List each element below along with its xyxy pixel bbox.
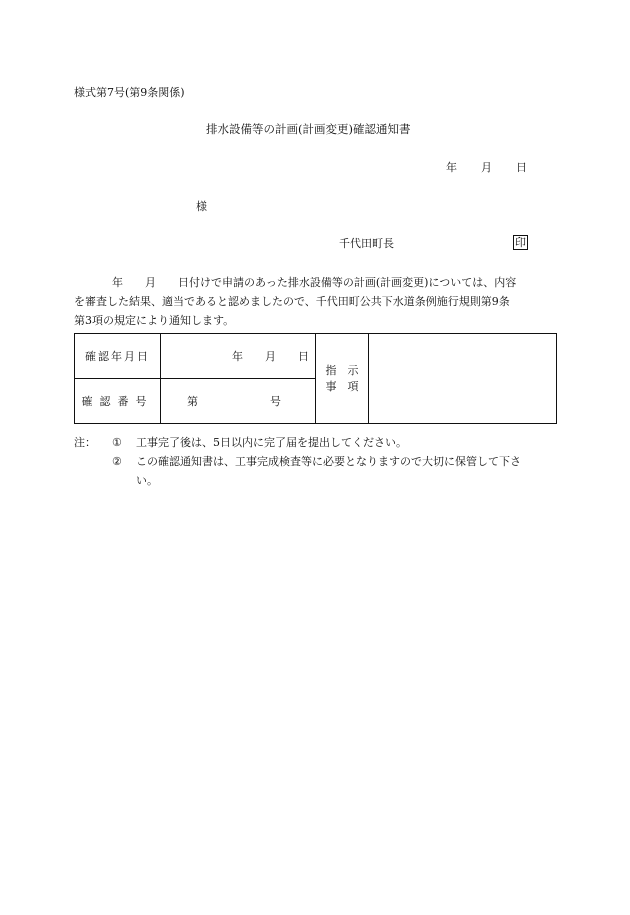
body-line-1 (74, 273, 556, 292)
body-year: 年 (112, 276, 123, 289)
date-year: 年 (446, 161, 457, 174)
date-day: 日 (516, 161, 527, 174)
body-line-1-rest: 日付けで申請のあった排水設備等の計画(計画変更)については、内容 (178, 276, 517, 289)
date-month: 月 (481, 161, 492, 174)
form-number: 様式第7号(第9条関係) (74, 86, 185, 99)
body-month: 月 (145, 276, 156, 289)
confirm-date-value: 年 月 日 (161, 334, 316, 379)
issuer-name: 千代田町長 (339, 237, 394, 250)
body-text (74, 273, 556, 330)
instructions-content (369, 334, 557, 424)
confirm-date-label: 確認年月日 (75, 334, 161, 379)
date-line (446, 162, 527, 173)
addressee-suffix: 様 (196, 200, 207, 213)
document-title: 排水設備等の計画(計画変更)確認通知書 (206, 122, 411, 136)
body-line-2: を審査した結果、適当であると認めましたので、千代田町公共下水道条例施行規則第9条 (74, 295, 510, 308)
note-2: ② この確認通知書は、工事完成検査等に必要となりますので大切に保管して下さ (112, 455, 521, 468)
notes (74, 433, 521, 490)
confirm-number-label: 確認番号 (75, 379, 161, 424)
body-line-3: 第3項の規定により通知します。 (74, 314, 235, 327)
seal-mark: 印 (515, 236, 526, 249)
confirm-number-value: 第 号 (161, 379, 316, 424)
note-1: 注： ① 工事完了後は、5日以内に完了届を提出してください。 (74, 436, 407, 449)
confirmation-table (74, 333, 557, 424)
table-row (75, 334, 557, 379)
instructions-label: 指 示 事 項 (316, 334, 369, 424)
note-2-continued: い。 (136, 474, 158, 487)
